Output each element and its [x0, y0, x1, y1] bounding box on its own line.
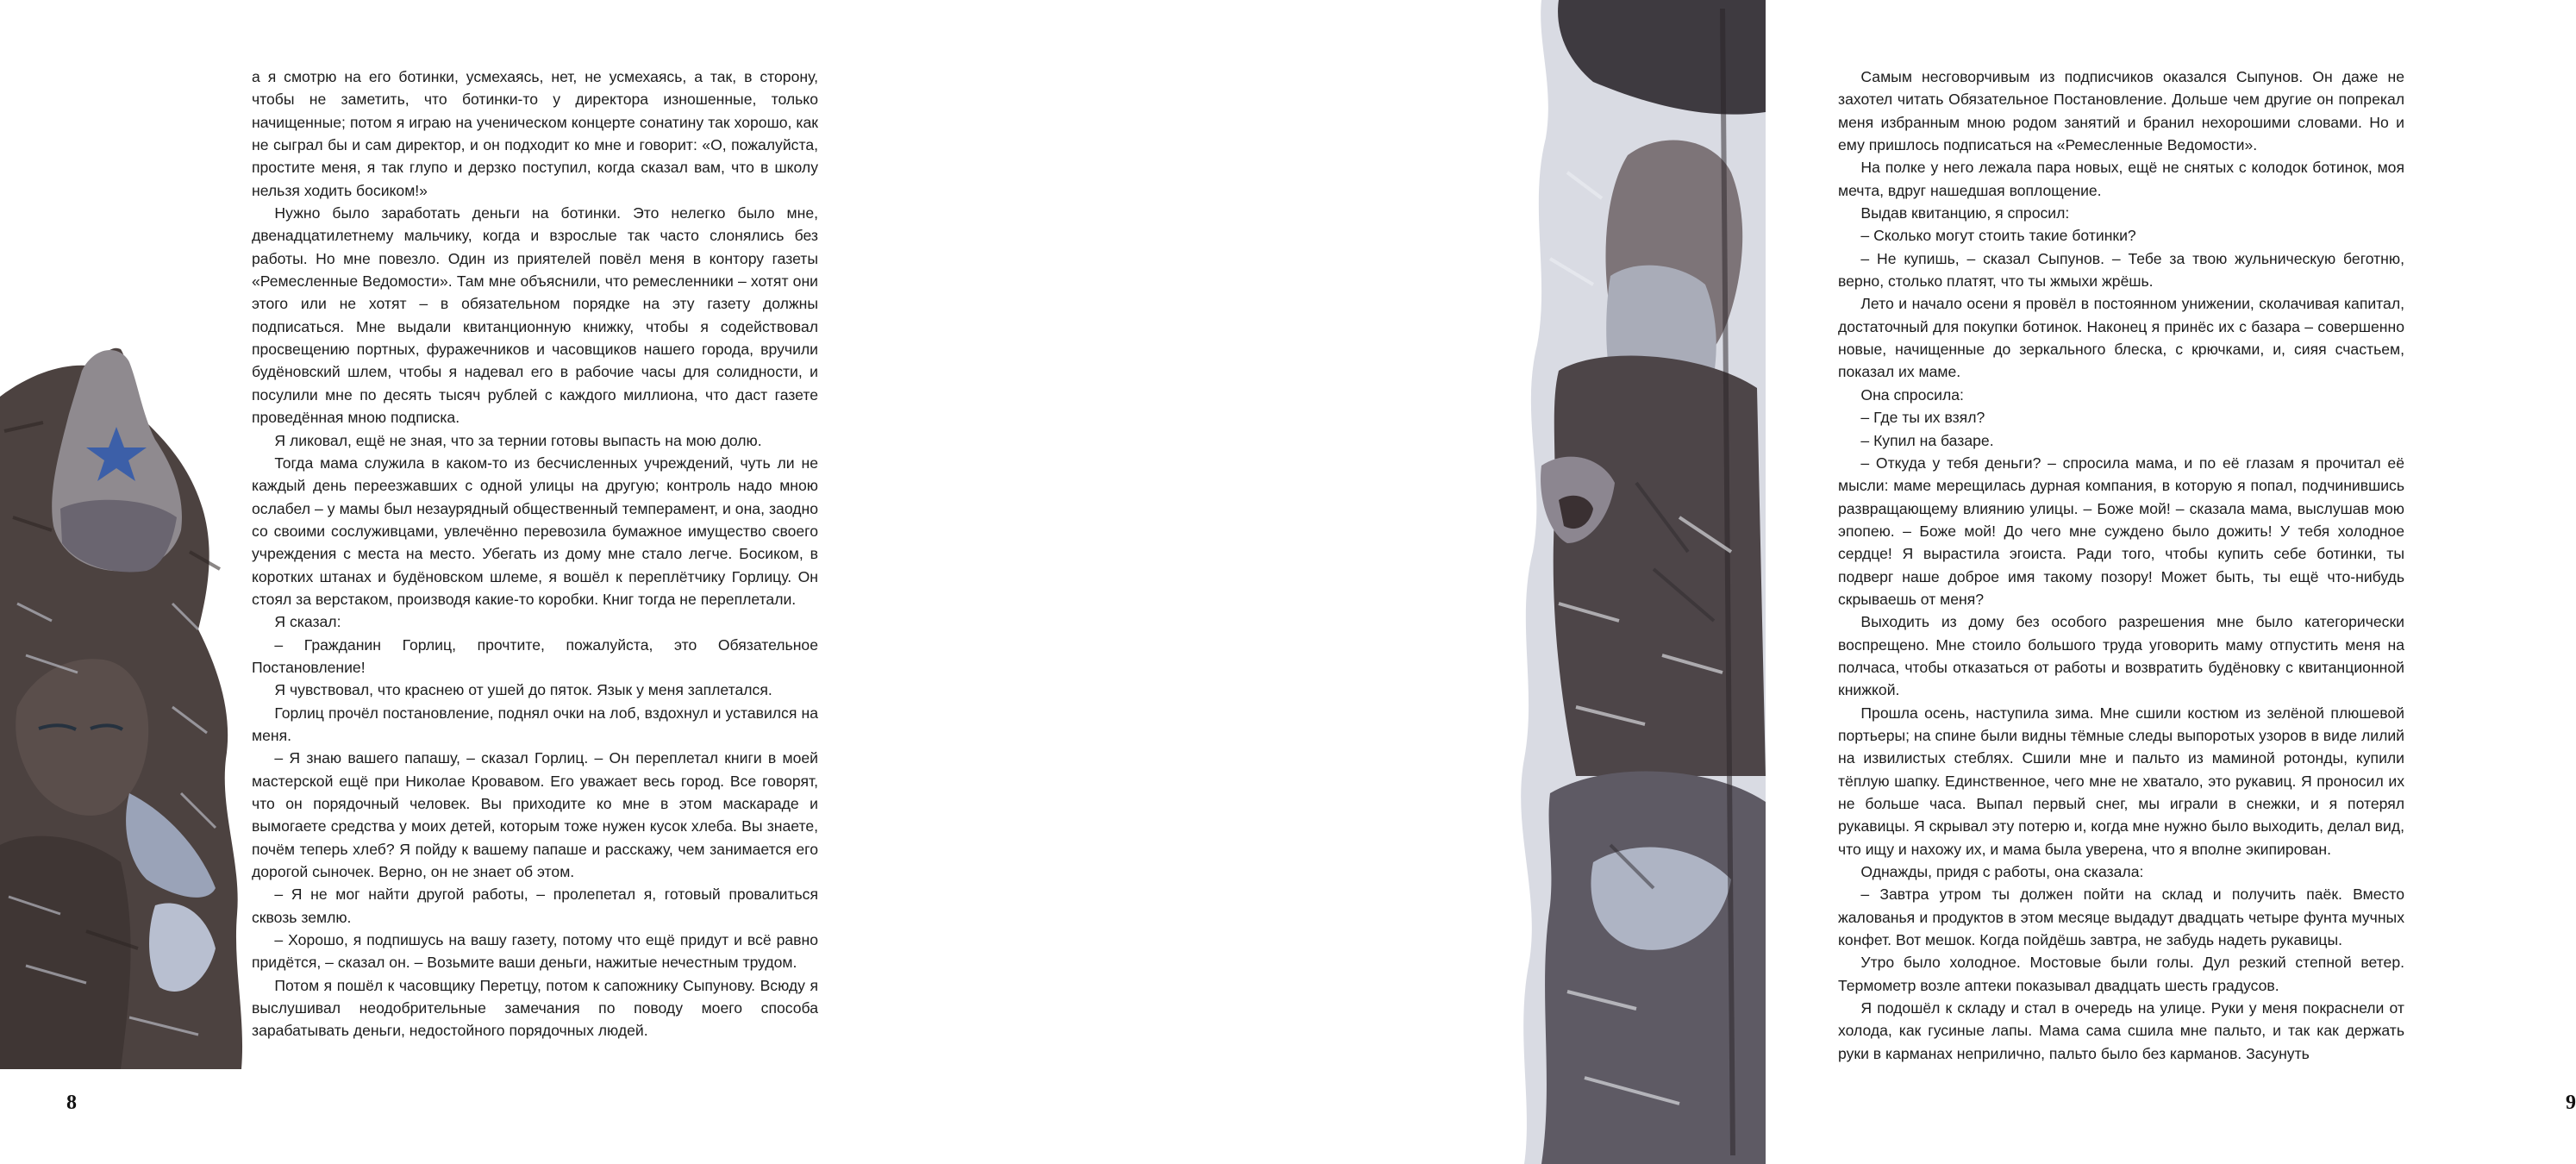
- illustration-bearded-man: [1507, 0, 1766, 1164]
- paragraph: – Гражданин Горлиц, прочтите, пожалуйста, это Обязательное Постановление!: [252, 635, 818, 676]
- page-number-right: 9: [2566, 1092, 2576, 1114]
- paragraph: – Я не мог найти другой работы, – пролепетал я, готовый провалиться сквозь землю.: [252, 886, 818, 926]
- paragraph: – Хорошо, я подпишусь на вашу газету, потому что ещё придут и всё равно придётся, – сказал он. – Возьмите ваши деньги, нажитые нечестным трудом.: [252, 931, 818, 972]
- left-page-text: [252, 66, 818, 1042]
- paragraph: Она спросила:: [1860, 385, 1964, 404]
- paragraph: Прошла осень, наступила зима. Мне сшили костюм из зелёной плюшевой портьеры; на спине были видны тёмные следы выпоротых узоров в виде лилий на извилистых стеблях. Сшили мне и пальто из маминой ротонды, купили тёплую шапку. Единственное, чего мне не хватало, это рукавиц. Я проносил их не больше часа. Выпал первый снег, мы играли в снежки, и я потерял рукавицы. Я скрывал эту потерю и, когда мне нужно было выходить, делал вид, что ищу и нахожу их, и мама была уверена, что я вполне экипирован.: [1838, 704, 2404, 858]
- paragraph: Лето и начало осени я провёл в постоянном унижении, сколачивая капитал, достаточный для покупки ботинок. Наконец я принёс их с базара – совершенно новые, начищенные до зеркального блеска, с крючками, и, сияя счастьем, показал их маме.: [1838, 295, 2404, 381]
- paragraph: – Откуда у тебя деньги? – спросила мама, и по её глазам я прочитал её мысли: маме мерещилась дурная компания, в которую я попал, подчинившись развращающему влиянию улицы. – Боже мой! – сказала мама, выслушав мою эпопею. – Боже мой! До чего мне суждено было дожить! У тебя холодное сердце! Я вырастила эгоиста. Ради того, чтобы купить себе ботинки, ты подверг наше доброе имя такому позору! Может быть, ты ещё что-нибудь скрываешь от меня?: [1838, 454, 2404, 608]
- left-page: [0, 0, 883, 1164]
- paragraph: Выходить из дому без особого разрешения мне было категорически воспрещено. Мне стоило большого труда уговорить маму отпустить меня на полчаса, чтобы отказаться от работы и возвратить будёновку с квитанционной книжкой.: [1838, 613, 2404, 699]
- paragraph: Я чувствовал, что краснею от ушей до пяток. Язык у меня заплетался.: [274, 681, 772, 699]
- paragraph: Потом я пошёл к часовщику Перетцу, потом к сапожнику Сыпунову. Всюду я выслушивал неодобрительные замечания по поводу моего способа зарабатывать деньги, недостойного порядочных людей.: [252, 976, 818, 1040]
- paragraph: Я сказал:: [274, 613, 341, 631]
- paragraph: Однажды, придя с работы, она сказала:: [1860, 863, 2144, 881]
- paragraph: а я смотрю на его ботинки, усмехаясь, нет, не усмехаясь, а так, в сторону, чтобы не заметить, что ботинки-то у директора изношенные, только начищенные; потом я играю на ученическом концерте сонатину так хорошо, как не сыграл бы и сам директор, и он подходит ко мне и говорит: «О, пожалуйста, простите меня, я так глупо и дерзко поступил, когда сказал вам, что в школу нельзя ходить босиком!»: [252, 68, 818, 199]
- paragraph: Утро было холодное. Мостовые были голы. Дул резкий степной ветер. Термометр возле аптеки показывал двадцать шесть градусов.: [1838, 954, 2404, 994]
- paragraph: На полке у него лежала пара новых, ещё не снятых с колодок ботинок, моя мечта, вдруг нашедшая воплощение.: [1838, 159, 2404, 199]
- paragraph: Горлиц прочёл постановление, поднял очки на лоб, вздохнул и уставился на меня.: [252, 704, 818, 744]
- paragraph: – Завтра утром ты должен пойти на склад и получить паёк. Вместо жалованья и продуктов в этом месяце выдадут двадцать четыре фунта мучных конфет. Вот мешок. Когда пойдёшь завтра, не забудь надеть рукавицы.: [1838, 886, 2404, 949]
- paragraph: Нужно было заработать деньги на ботинки. Это нелегко было мне, двенадцатилетнему мальчику, когда и взрослые так часто слонялись без работы. Но мне повезло. Один из приятелей повёл меня в контору газеты «Ремесленные Ведомости». Там мне объяснили, что ремесленники – хотят они этого или не хотят – в обязательном порядке на эту газету должны подписаться. Мне выдали квитанционную книжку, чтобы я содействовал просвещению портных, фуражечников и часовщиков нашего города, вручили будёновский шлем, чтобы я надевал его в рабочие часы для солидности, и посулили мне по десять тысяч рублей с каждого миллиона, что даст газете проведённая мною подписка.: [252, 204, 818, 427]
- paragraph: – Сколько могут стоить такие ботинки?: [1860, 227, 2136, 245]
- paragraph: Самым несговорчивым из подписчиков оказался Сыпунов. Он даже не захотел читать Обязательное Постановление. Дольше чем другие он попрекал меня избранным мною родом занятий и бранил нехорошими словами. Но и ему пришлось подписаться на «Ремесленные Ведомости».: [1838, 68, 2404, 154]
- paragraph: – Где ты их взял?: [1860, 409, 1985, 427]
- right-page: [883, 0, 2576, 1164]
- page-number-left: 8: [66, 1092, 77, 1114]
- illustration-boy-in-budenovka: [0, 345, 250, 1069]
- paragraph: Выдав квитанцию, я спросил:: [1860, 204, 2070, 222]
- paragraph: Тогда мама служила в каком-то из бесчисленных учреждений, чуть ли не каждый день переезжавших с одной улицы на другую; контроль надо мною ослабел – у мамы был незаурядный общественный темперамент, и она, заодно со своими сослуживцами, увлечённо перевозила бумажное имущество своего учреждения с места на место. Убегать из дому мне стало легче. Босиком, в коротких штанах и будёновском шлеме, я вошёл к переплётчику Горлицу. Он стоял за верстаком, производя какие-то коробки. Книг тогда не переплетали.: [252, 454, 818, 608]
- paragraph: Я ликовал, ещё не зная, что за тернии готовы выпасть на мою долю.: [274, 431, 762, 449]
- right-page-text: [1838, 66, 2404, 1065]
- paragraph: Я подошёл к складу и стал в очередь на улице. Руки у меня покраснели от холода, как гусиные лапы. Мама сама сшила мне пальто, и так как держать руки в карманах неприлично, пальто было без карманов. Засунуть: [1838, 999, 2404, 1062]
- paragraph: – Не купишь, – сказал Сыпунов. – Тебе за твою жульническую беготню, верно, столько платят, что ты жмыхи жрёшь.: [1838, 249, 2404, 291]
- paragraph: – Купил на базаре.: [1860, 431, 1994, 449]
- paragraph: – Я знаю вашего папашу, – сказал Горлиц. – Он переплетал книги в моей мастерской ещё при Николае Кровавом. Его уважает весь город. Все говорят, что он порядочный человек. Вы приходите ко мне в этом маскараде и вымогаете средства у моих детей, которым тоже нужен кусок хлеба. Вы знаете, почём теперь хлеб? Я пойду к вашему папаше и расскажу, чем занимается его дорогой сыночек. Верно, он не знает об этом.: [252, 749, 818, 881]
